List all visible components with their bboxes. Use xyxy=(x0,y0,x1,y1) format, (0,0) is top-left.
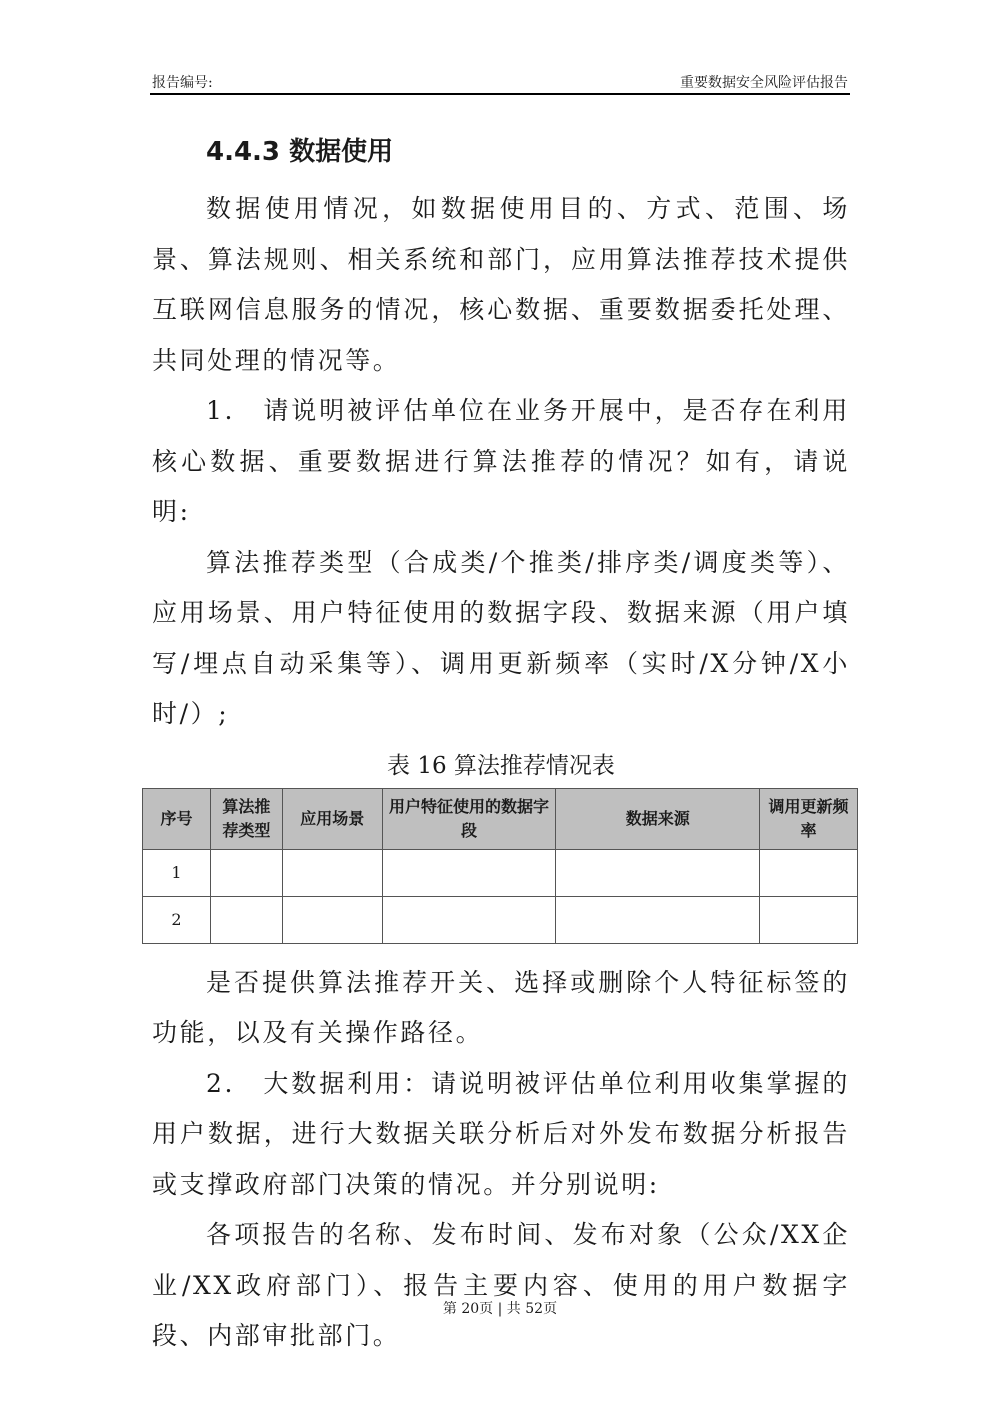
col-header-scenario: 应用场景 xyxy=(282,788,382,849)
page-number: 第 20页 | 共 52页 xyxy=(442,1301,558,1317)
col-header-index: 序号 xyxy=(143,788,211,849)
page-header xyxy=(152,72,848,94)
table-cell: 2 xyxy=(143,896,211,943)
table-caption: 表 16 算法推荐情况表 xyxy=(387,752,615,779)
paragraph: 数据使用情况，如数据使用目的、方式、范围、场景、算法规则、相关系统和部门，应用算法推荐技术提供互联网信息服务的情况，核心数据、重要数据委托处理、共同处理的情况等。 xyxy=(152,194,850,375)
page-content xyxy=(152,128,850,1362)
table-cell xyxy=(382,896,556,943)
col-header-data-fields: 用户特征使用的数据字段 xyxy=(382,788,556,849)
table-cell xyxy=(282,896,382,943)
algorithm-recommendation-table xyxy=(142,788,858,944)
table-cell xyxy=(556,849,760,896)
section-heading: 4.4.3 数据使用 xyxy=(206,137,394,167)
table-cell xyxy=(556,896,760,943)
col-header-algorithm-type: 算法推荐类型 xyxy=(210,788,282,849)
table-cell: 1 xyxy=(143,849,211,896)
col-header-data-source: 数据来源 xyxy=(556,788,760,849)
col-header-update-frequency: 调用更新频率 xyxy=(760,788,858,849)
paragraph: 是否提供算法推荐开关、选择或删除个人特征标签的功能，以及有关操作路径。 xyxy=(152,967,850,1047)
paragraph: 2. 大数据利用：请说明被评估单位利用收集掌握的用户数据，进行大数据关联分析后对外发布数据分析报告或支撑政府部门决策的情况。并分别说明: xyxy=(152,1068,850,1199)
report-number-label: 报告编号: xyxy=(152,75,213,91)
table-cell xyxy=(282,849,382,896)
table-header-row xyxy=(143,788,858,849)
table-cell xyxy=(760,849,858,896)
table-cell xyxy=(210,896,282,943)
paragraph: 算法推荐类型（合成类/个推类/排序类/调度类等）、应用场景、用户特征使用的数据字段、数据来源（用户填写/埋点自动采集等）、调用更新频率（实时/X分钟/X小时/）; xyxy=(152,547,850,728)
table-cell xyxy=(760,896,858,943)
table-row xyxy=(143,849,858,896)
table-cell xyxy=(210,849,282,896)
table-row xyxy=(143,896,858,943)
header-divider xyxy=(150,93,850,95)
paragraph: 1. 请说明被评估单位在业务开展中，是否存在利用核心数据、重要数据进行算法推荐的情况？如有，请说明: xyxy=(152,396,850,526)
table-cell xyxy=(382,849,556,896)
document-title: 重要数据安全风险评估报告 xyxy=(680,75,848,91)
paragraph: 各项报告的名称、发布时间、发布对象（公众/XX企业/XX政府部门）、报告主要内容、使用的用户数据字段、内部审批部门。 xyxy=(152,1220,850,1350)
